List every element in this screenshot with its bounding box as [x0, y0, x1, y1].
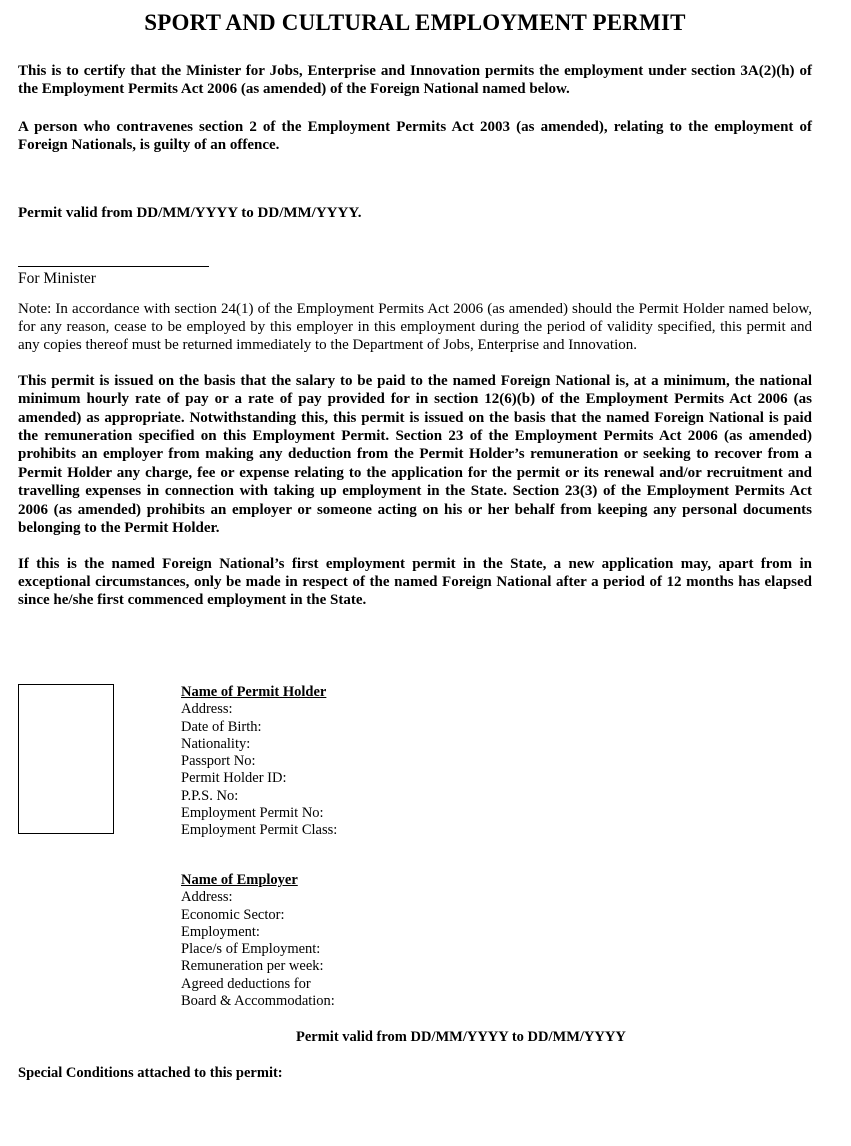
holder-field-nationality: Nationality: — [181, 735, 251, 752]
holder-field-passport: Passport No: — [181, 753, 256, 770]
employer-field-sector: Economic Sector: — [181, 906, 285, 923]
employer-field-deductions: Agreed deductions for — [181, 975, 311, 992]
employer-field-places: Place/s of Employment: — [181, 941, 321, 958]
certification-paragraph: This is to certify that the Minister for Jobs, Enterprise and Innovation permits the employment under section 3A(2)(h) of the Employment Permits Act 2006 (as amended) of the Foreign National named below. — [18, 63, 812, 98]
document-title: SPORT AND CULTURAL EMPLOYMENT PERMIT — [144, 10, 686, 35]
permit-validity: Permit valid from DD/MM/YYYY to DD/MM/YYYY. — [18, 204, 362, 221]
employer-field-address: Address: — [181, 889, 233, 906]
employer-field-board: Board & Accommodation: — [181, 993, 335, 1010]
salary-basis-paragraph: This permit is issued on the basis that the salary to be paid to the named Foreign National is, at a minimum, the national minimum hourly rate of pay or a rate of pay provided for in section 12(6)(b) of the Employment Permits Act 2006 (as amended) as appropriate. Notwithstanding this, this permit is issued on the basis that the named Foreign National is paid the remuneration specified on this Employment Permit. Section 23 of the Employment Permits Act 2006 (as amended) prohibits an employer from making any deduction from the Permit Holder’s remuneration or seeking to recover from a Permit Holder any charge, fee or expense relating to the application for the permit or its renewal and/or recruitment and travelling expenses in connection with taking up employment in the State. Section 23(3) of the Employment Permits Act 2006 (as amended) prohibits an employer or someone acting on his or her behalf from keeping any personal documents belonging to the Permit Holder. — [18, 372, 812, 537]
employer-field-employment: Employment: — [181, 923, 260, 940]
offence-paragraph: A person who contravenes section 2 of the Employment Permits Act 2003 (as amended), relating to the employment of Foreign Nationals, is guilty of an offence. — [18, 118, 812, 154]
holder-field-address: Address: — [181, 701, 233, 718]
holder-field-holder-id: Permit Holder ID: — [181, 770, 287, 787]
holder-field-dob: Date of Birth: — [181, 718, 262, 735]
employer-heading: Name of Employer — [181, 872, 298, 888]
holder-field-permit-class: Employment Permit Class: — [181, 822, 338, 839]
holder-field-permit-no: Employment Permit No: — [181, 805, 324, 822]
photo-box — [18, 684, 114, 834]
footer-permit-validity: Permit valid from DD/MM/YYYY to DD/MM/YYYY — [296, 1029, 626, 1045]
note-paragraph: Note: In accordance with section 24(1) of the Employment Permits Act 2006 (as amended) should the Permit Holder named below, for any reason, cease to be employed by this employer in this employment during the period of validity specified, this permit and any copies thereof must be returned immediately to the Department of Jobs, Enterprise and Innovation. — [18, 300, 812, 354]
signatory-label: For Minister — [18, 269, 96, 287]
first-permit-paragraph: If this is the named Foreign National’s first employment permit in the State, a new application may, apart from in exceptional circumstances, only be made in respect of the named Foreign National after a period of 12 months has elapsed since he/she first commenced employment in the State. — [18, 555, 812, 609]
holder-field-pps: P.P.S. No: — [181, 787, 239, 804]
employer-section — [181, 872, 335, 1010]
special-conditions-label: Special Conditions attached to this permit: — [18, 1065, 283, 1081]
permit-document — [18, 8, 812, 1081]
permit-holder-fields — [181, 684, 337, 840]
signature-line — [18, 266, 209, 267]
permit-holder-section — [18, 684, 812, 854]
permit-holder-heading: Name of Permit Holder — [181, 684, 327, 700]
employer-field-remuneration: Remuneration per week: — [181, 958, 324, 975]
